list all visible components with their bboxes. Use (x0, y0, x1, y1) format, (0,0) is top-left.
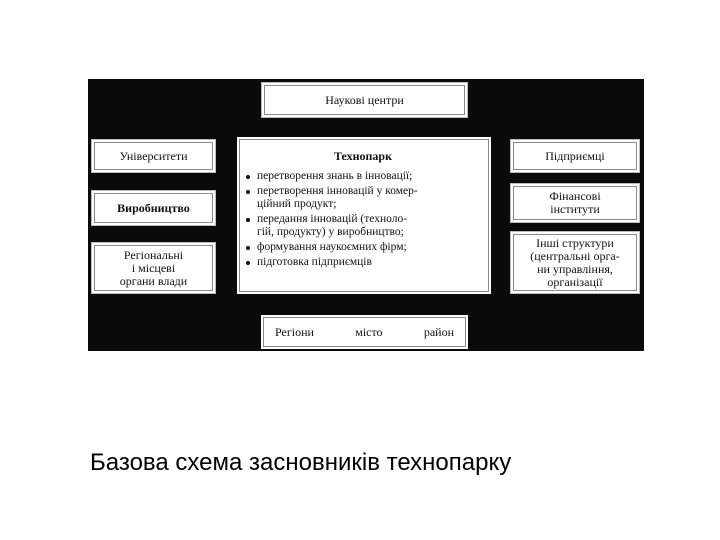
box-other-structures (510, 231, 640, 294)
box-financial-institutions-label: Фінансові інститути (549, 189, 601, 216)
city-label: місто (355, 324, 383, 339)
technopark-function-item: передання інновацій (техноло- гій, продукту) у виробництво; (245, 213, 481, 239)
technopark-function-item: формування наукоємних фірм; (245, 241, 481, 254)
technopark-title: Технопарк (333, 149, 393, 163)
box-other-structures-label: Інші структури (центральні орга- ни управління, організації (530, 235, 620, 289)
box-production (91, 190, 216, 226)
regions-label: Регіони (275, 324, 314, 339)
founders-diagram (88, 79, 644, 351)
box-universities-label: Університети (119, 148, 188, 163)
technopark-functions-list (245, 170, 481, 269)
box-science-centers-label: Наукові центри (325, 92, 404, 107)
box-technopark (237, 137, 491, 294)
box-regional-authorities (91, 242, 216, 294)
box-entrepreneurs (510, 139, 640, 173)
box-production-label: Виробництво (117, 200, 190, 215)
box-science-centers (261, 82, 468, 118)
technopark-function-item: перетворення знань в інновації; (245, 170, 481, 183)
box-entrepreneurs-label: Підприємці (545, 148, 605, 163)
technopark-function-item: перетворення інновацій у комер- ційний продукт; (245, 185, 481, 211)
slide-caption: Базова схема засновників технопарку (90, 449, 512, 476)
box-regional-authorities-label: Регіональні і місцеві органи влади (119, 247, 188, 288)
box-regions (261, 315, 468, 349)
box-financial-institutions (510, 183, 640, 223)
district-label: район (423, 324, 454, 339)
technopark-function-item: підготовка підприємців (245, 256, 481, 269)
box-universities (91, 139, 216, 173)
